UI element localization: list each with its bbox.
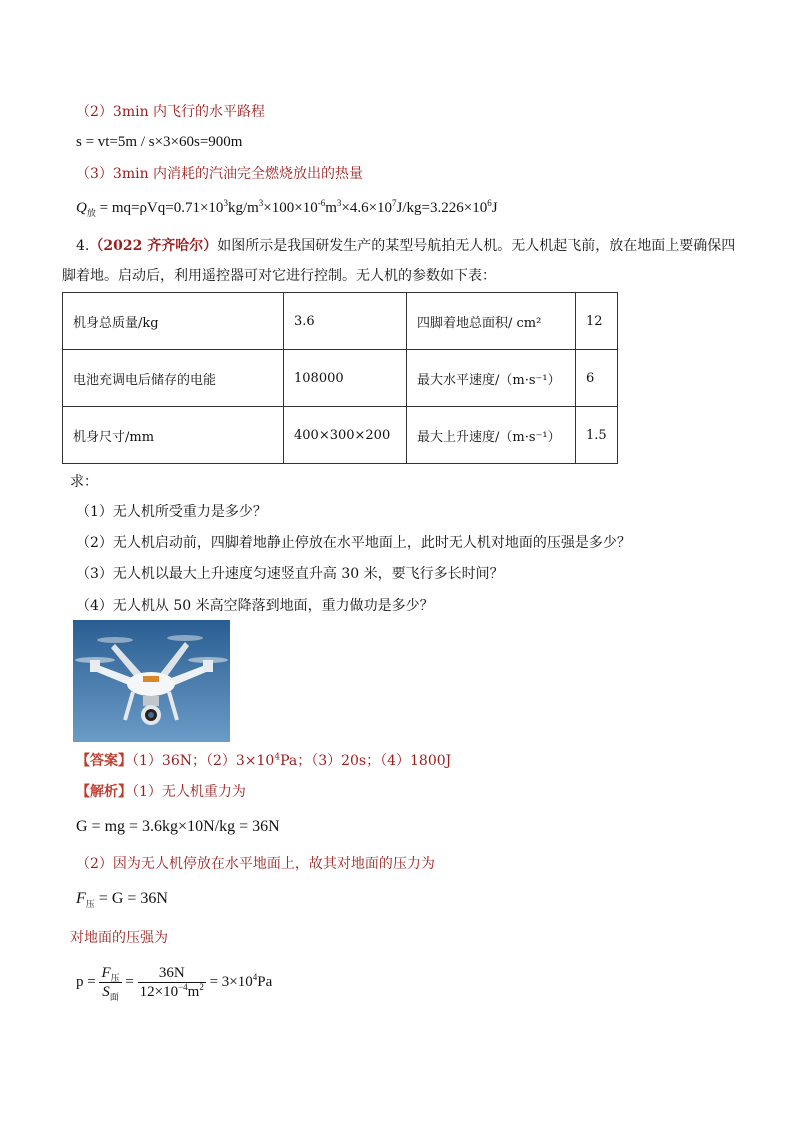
table-cell: 最大水平速度/（m·s⁻¹）	[407, 350, 576, 407]
table-row	[63, 350, 618, 407]
fraction-values: $\frac{36N}{12\times 10^{-4}m^2}$	[139, 965, 204, 1001]
question-4-line1: 4.（2022 齐齐哈尔）如图所示是我国研发生产的某型号航拍无人机。无人机起飞前，放在地面上要确保四	[76, 238, 736, 254]
fraction-f-over-s: $\frac{F_压}{S_面}$	[101, 965, 120, 1003]
table-cell: 机身尺寸/mm	[63, 407, 284, 464]
sub2-title: （2）3min 内飞行的水平路程	[76, 104, 266, 120]
table-cell: 1.5	[576, 407, 618, 464]
question-item-1: （1）无人机所受重力是多少？	[76, 504, 267, 520]
table-cell: 108000	[284, 350, 407, 407]
equation-pressure: p = $\frac{F_压}{S_面}$ = $\frac{36N}{12\times 10^{-4}m^2}$ = $3\times 10^4Pa$	[76, 965, 273, 1003]
question-4-line2: 脚着地。启动后，利用遥控器可对它进行控制。无人机的参数如下表：	[62, 268, 496, 284]
ask-label: 求：	[70, 474, 98, 490]
table-cell: 机身总质量/kg	[63, 293, 284, 350]
table-row	[63, 407, 618, 464]
table-cell: 400×300×200	[284, 407, 407, 464]
equation-force: $F_压 = G = 36N$	[76, 890, 168, 910]
table-cell: 最大上升速度/（m·s⁻¹）	[407, 407, 576, 464]
drone-photo	[73, 620, 230, 742]
table-row	[63, 293, 618, 350]
table-cell: 6	[576, 350, 618, 407]
sub3-equation: $Q_放 = mq=\rho Vq=0.71\times 10^3kg/m^3\times 100\times 10^{-6}m^3\times 4.6\times 10^7J/kg=3.226\times 10^6J$	[76, 198, 498, 218]
question-item-4: （4）无人机从 50 米高空降落到地面，重力做功是多少？	[76, 598, 434, 614]
sub3-title: （3）3min 内消耗的汽油完全燃烧放出的热量	[76, 166, 364, 182]
equation-gravity: G = mg = 3.6kg×10N/kg = 36N	[76, 818, 280, 835]
sub2-equation: s = vt=5m / s×3×60s=900m	[76, 134, 243, 150]
question-item-2: （2）无人机启动前，四脚着地静止停放在水平地面上，此时无人机对地面的压强是多少？	[76, 535, 631, 551]
table-cell: 电池充调电后储存的电能	[63, 350, 284, 407]
analysis-line3: 对地面的压强为	[70, 930, 168, 946]
table-cell: 四脚着地总面积/ cm²	[407, 293, 576, 350]
table-cell: 3.6	[284, 293, 407, 350]
table-cell: 12	[576, 293, 618, 350]
question-item-3: （3）无人机以最大上升速度匀速竖直升高 30 米，要飞行多长时间？	[76, 566, 504, 582]
answer-line: 【答案】（1）36N；$(2)3\times 10^4Pa$；（3）20s；（4）1800J	[76, 752, 452, 769]
analysis-line2: （2）因为无人机停放在水平地面上，故其对地面的压力为	[76, 856, 435, 872]
analysis-line1: 【解析】（1）无人机重力为	[76, 784, 246, 800]
drone-parameters-table	[62, 292, 618, 464]
